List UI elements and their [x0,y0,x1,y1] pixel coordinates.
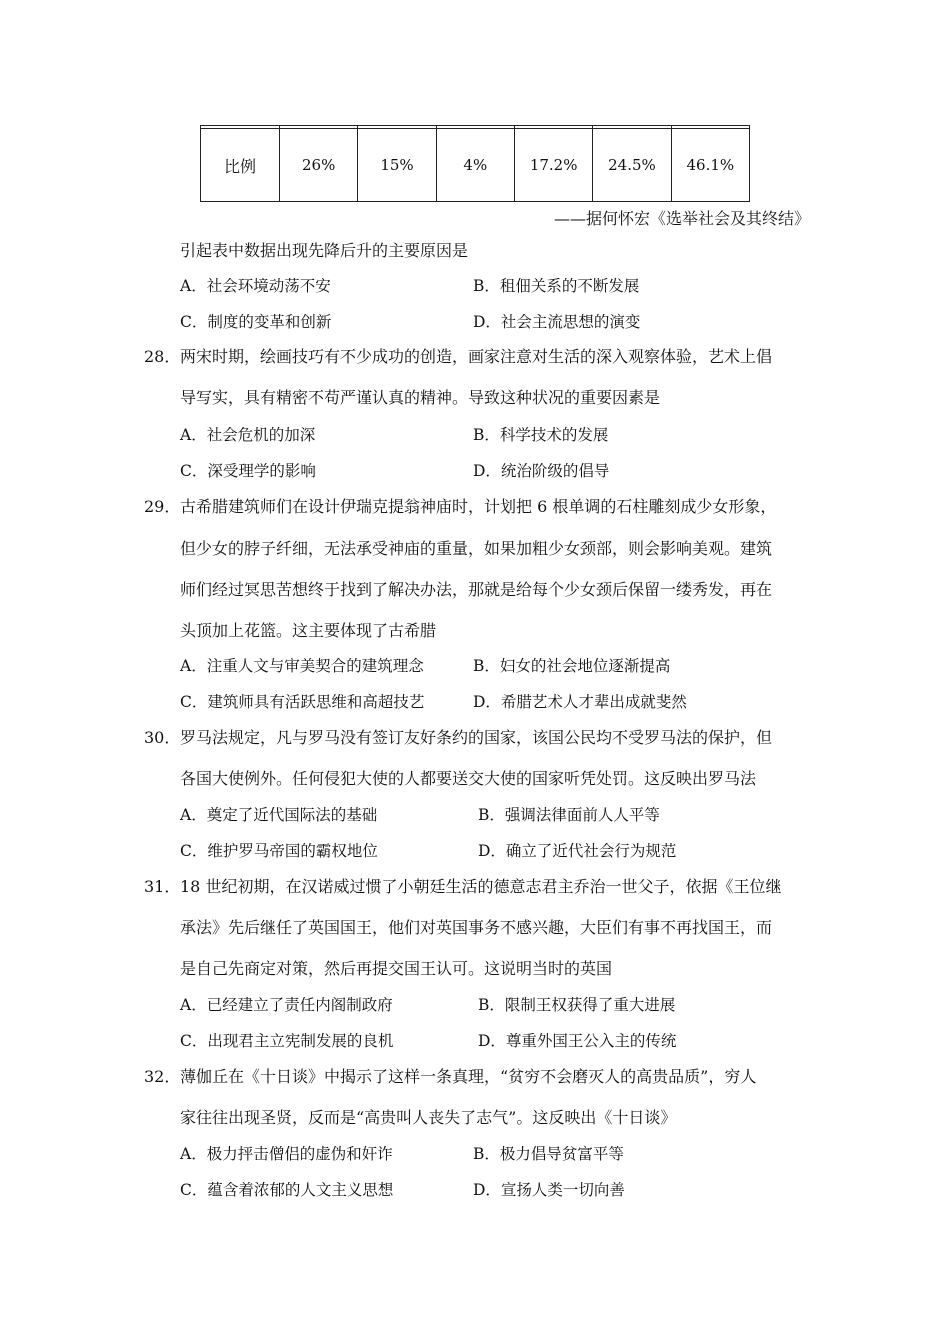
question-28-option-d[interactable]: D．统治阶级的倡导 [473,462,610,480]
question-32-line: 家往往出现圣贤，反而是“高贵叫人丧失了志气”。这反映出《十日谈》 [180,1108,677,1127]
table-cell: 46.1% [671,129,749,202]
question-31-option-d[interactable]: D．尊重外国王公入主的传统 [478,1032,677,1050]
question-29-option-c[interactable]: C．建筑师具有活跃思维和高超技艺 [180,693,425,711]
data-table [200,125,750,202]
question-28-line: 导写实，具有精密不苟严谨认真的精神。导致这种状况的重要因素是 [180,388,661,407]
question-29-line: 师们经过冥思苦想终于找到了解决办法，那就是给每个少女颈后保留一缕秀发，再在 [180,580,773,599]
question-28-option-c[interactable]: C．深受理学的影响 [180,462,316,480]
question-27-option-d[interactable]: D．社会主流思想的演变 [473,313,641,331]
question-29-option-a[interactable]: A．注重人文与审美契合的建筑理念 [180,657,424,675]
question-29-line: 古希腊建筑师们在设计伊瑞克提翁神庙时，计划把 6 根单调的石柱雕刻成少女形象， [180,497,777,516]
question-30-option-d[interactable]: D．确立了近代社会行为规范 [478,842,677,860]
table-source: ——据何怀宏《选举社会及其终结》 [553,209,810,228]
question-28-line: 两宋时期，绘画技巧有不少成功的创造，画家注意对生活的深入观察体验，艺术上倡 [180,347,773,366]
question-29-line: 但少女的脖子纤细，无法承受神庙的重量，如果加粗少女颈部，则会影响美观。建筑 [180,539,773,558]
question-32-option-a[interactable]: A．极力抨击僧侣的虚伪和奸诈 [180,1145,393,1163]
question-27-stem: 引起表中数据出现先降后升的主要原因是 [180,241,469,260]
question-32-line: 薄伽丘在《十日谈》中揭示了这样一条真理，“贫穷不会磨灭人的高贵品质”，穷人 [180,1067,757,1086]
question-31-option-a[interactable]: A．已经建立了责任内阁制政府 [180,996,393,1014]
question-29-number: 29． [144,497,181,516]
question-30-option-b[interactable]: B．强调法律面前人人平等 [478,806,660,824]
table-cell: 17.2% [514,129,592,202]
question-28-number: 28． [144,347,181,366]
question-31-line: 是自己先商定对策，然后再提交国王认可。这说明当时的英国 [180,959,613,978]
question-31-line: 承法》先后继任了英国国王，他们对英国事务不感兴趣，大臣们有事不再找国王，而 [180,918,773,937]
question-31-line: 18 世纪初期，在汉诺威过惯了小朝廷生活的德意志君主乔治一世父子，依据《王位继 [180,877,782,896]
question-27-option-a[interactable]: A．社会环境动荡不安 [180,277,331,295]
question-31-number: 31． [144,877,181,896]
question-27-option-b[interactable]: B．租佃关系的不断发展 [473,277,640,295]
question-30-number: 30． [144,728,181,747]
question-27-option-c[interactable]: C．制度的变革和创新 [180,313,332,331]
table-row [201,129,750,202]
question-32-option-d[interactable]: D．宣扬人类一切向善 [473,1181,625,1199]
question-29-option-b[interactable]: B．妇女的社会地位逐渐提高 [473,657,671,675]
table-cell: 26% [280,129,358,202]
question-29-line: 头顶加上花篮。这主要体现了古希腊 [180,621,437,640]
question-28-option-b[interactable]: B．科学技术的发展 [473,426,609,444]
table-row-label: 比例 [201,129,280,202]
question-30-line: 各国大使例外。任何侵犯大使的人都要送交大使的国家听凭处罚。这反映出罗马法 [180,769,757,788]
question-32-option-c[interactable]: C．蕴含着浓郁的人文主义思想 [180,1181,394,1199]
table-cell: 4% [436,129,514,202]
question-31-option-c[interactable]: C．出现君主立宪制发展的良机 [180,1032,394,1050]
question-32-number: 32． [144,1067,181,1086]
question-29-option-d[interactable]: D．希腊艺术人才辈出成就斐然 [473,693,687,711]
question-28-option-a[interactable]: A．社会危机的加深 [180,426,316,444]
question-30-line: 罗马法规定，凡与罗马没有签订友好条约的国家，该国公民均不受罗马法的保护，但 [180,728,773,747]
table-cell: 15% [358,129,436,202]
question-30-option-a[interactable]: A．奠定了近代国际法的基础 [180,806,378,824]
question-32-option-b[interactable]: B．极力倡导贫富平等 [473,1145,624,1163]
question-30-option-c[interactable]: C．维护罗马帝国的霸权地位 [180,842,378,860]
table-cell: 24.5% [593,129,671,202]
question-31-option-b[interactable]: B．限制王权获得了重大进展 [478,996,676,1014]
